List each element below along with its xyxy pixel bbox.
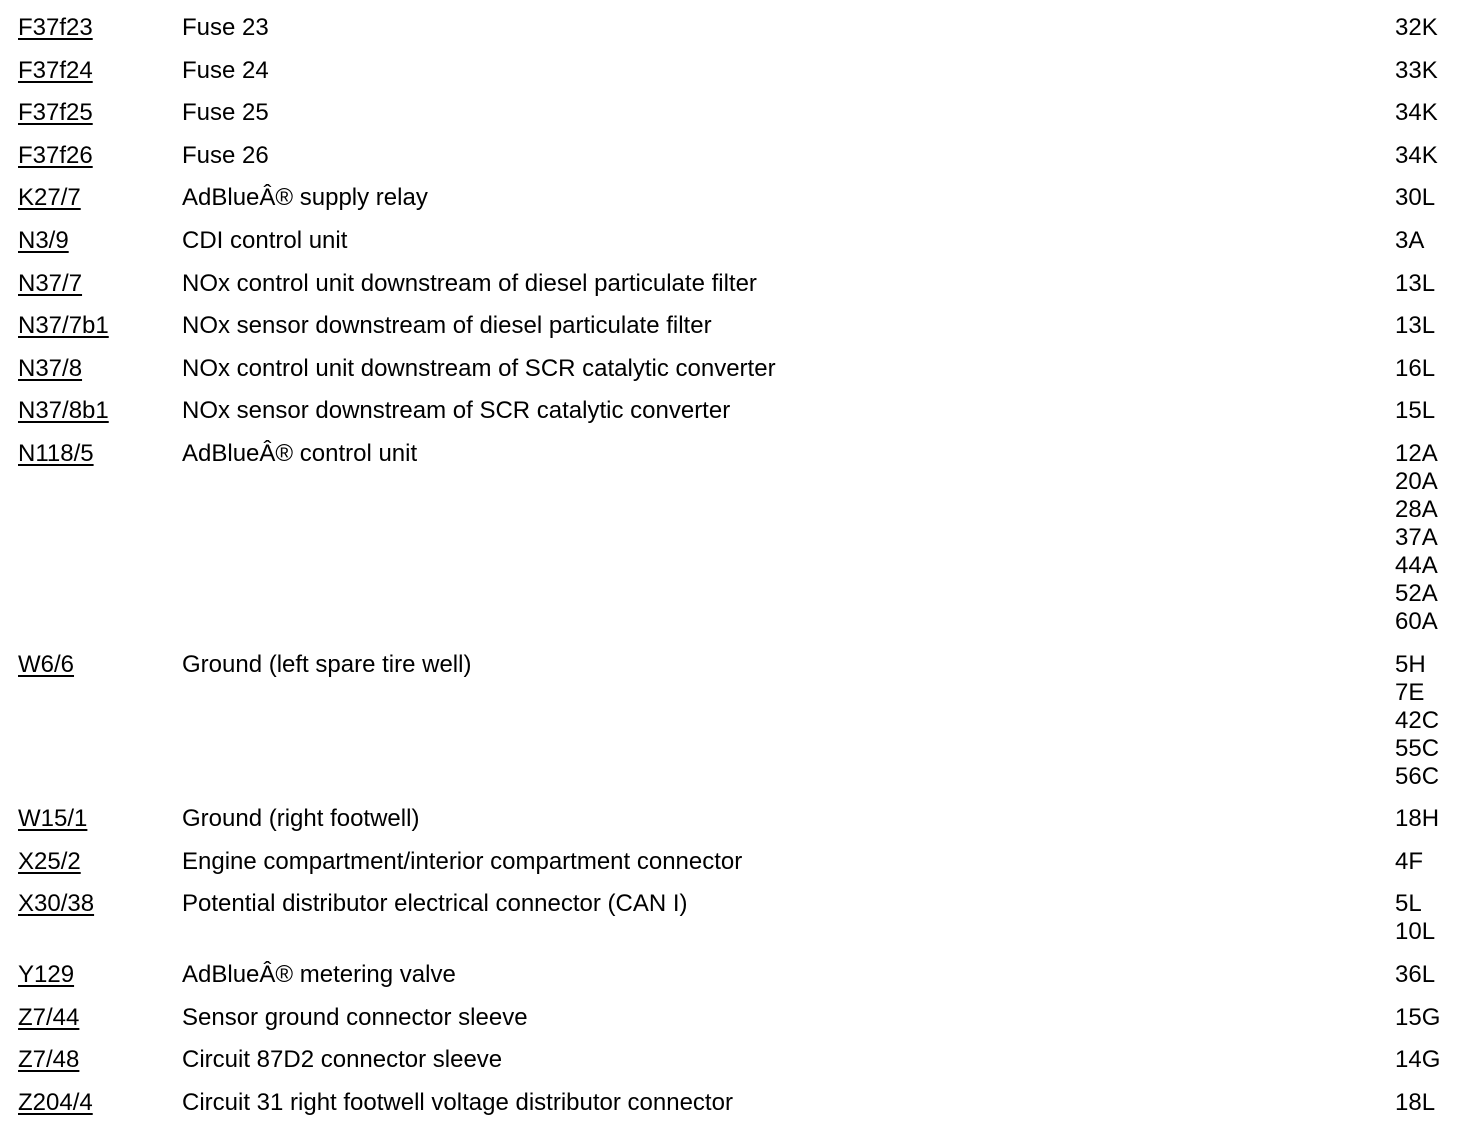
component-code-link[interactable]: N37/7	[18, 269, 83, 297]
grid-location: 15L	[1395, 397, 1436, 425]
component-description: NOx sensor downstream of SCR catalytic converter	[182, 397, 731, 425]
legend-row	[0, 312, 1472, 355]
grid-location: 12A	[1395, 439, 1438, 467]
grid-location: 13L	[1395, 269, 1436, 297]
grid-location-list	[1395, 355, 1472, 383]
grid-location: 60A	[1395, 607, 1438, 635]
grid-location-list	[1395, 805, 1472, 833]
component-description: Engine compartment/interior compartment connector	[182, 847, 743, 875]
component-code-link[interactable]: Y129	[18, 960, 75, 988]
grid-location-list	[1395, 397, 1472, 425]
component-description: Circuit 87D2 connector sleeve	[182, 1046, 503, 1074]
component-code-link[interactable]: N37/7b1	[18, 312, 109, 340]
grid-location: 28A	[1395, 495, 1438, 523]
grid-location-list	[1395, 57, 1472, 85]
component-code-link[interactable]: W15/1	[18, 805, 88, 833]
component-code-link[interactable]: Z204/4	[18, 1088, 93, 1116]
grid-location: 10L	[1395, 918, 1436, 946]
component-description: NOx control unit downstream of SCR catalytic converter	[182, 354, 776, 382]
legend-row	[0, 961, 1472, 1004]
grid-location: 3A	[1395, 226, 1425, 254]
grid-location: 5L	[1395, 890, 1422, 918]
legend-row	[0, 805, 1472, 848]
legend-row	[0, 270, 1472, 313]
grid-location: 33K	[1395, 56, 1438, 84]
component-description: AdBlueÂ® supply relay	[182, 184, 428, 212]
component-code-link[interactable]: X30/38	[18, 890, 95, 918]
component-description: Fuse 24	[182, 56, 269, 84]
grid-location: 14G	[1395, 1046, 1441, 1074]
component-code-link[interactable]: W6/6	[18, 650, 75, 678]
component-code-link[interactable]: Z7/48	[18, 1046, 80, 1074]
component-description: Sensor ground connector sleeve	[182, 1003, 528, 1031]
legend-row	[0, 142, 1472, 185]
grid-location: 44A	[1395, 551, 1438, 579]
legend-row	[0, 99, 1472, 142]
grid-location-list	[1395, 270, 1472, 298]
grid-location-list	[1395, 227, 1472, 255]
grid-location-list	[1395, 1089, 1472, 1117]
grid-location: 56C	[1395, 762, 1440, 790]
component-code-link[interactable]: X25/2	[18, 847, 81, 875]
component-code-link[interactable]: Z7/44	[18, 1003, 80, 1031]
grid-location: 37A	[1395, 523, 1438, 551]
legend-row	[0, 890, 1472, 961]
grid-location-list	[1395, 440, 1472, 636]
grid-location: 5H	[1395, 650, 1426, 678]
grid-location: 34K	[1395, 141, 1438, 169]
grid-location: 52A	[1395, 579, 1438, 607]
component-code-link[interactable]: F37f23	[18, 14, 93, 41]
component-description: NOx sensor downstream of diesel particulate filter	[182, 312, 712, 340]
legend-row	[0, 184, 1472, 227]
component-description: Fuse 26	[182, 141, 269, 169]
component-code-link[interactable]: N37/8b1	[18, 397, 109, 425]
legend-row	[0, 651, 1472, 806]
grid-location: 16L	[1395, 354, 1436, 382]
grid-location: 18L	[1395, 1088, 1436, 1116]
grid-location-list	[1395, 14, 1472, 42]
grid-location-list	[1395, 961, 1472, 989]
legend-row	[0, 848, 1472, 891]
grid-location-list	[1395, 1046, 1472, 1074]
grid-location-list	[1395, 312, 1472, 340]
component-code-link[interactable]: F37f26	[18, 141, 93, 169]
component-code-link[interactable]: F37f25	[18, 99, 93, 127]
component-code-link[interactable]: N3/9	[18, 226, 69, 254]
grid-location-list	[1395, 651, 1472, 791]
component-code-link[interactable]: K27/7	[18, 184, 81, 212]
grid-location-list	[1395, 142, 1472, 170]
grid-location: 4F	[1395, 847, 1424, 875]
component-legend-table	[0, 14, 1472, 1131]
component-description: NOx control unit downstream of diesel particulate filter	[182, 269, 757, 297]
component-description: AdBlueÂ® control unit	[182, 439, 418, 467]
grid-location: 34K	[1395, 99, 1438, 127]
component-description: Potential distributor electrical connector (CAN I)	[182, 890, 688, 918]
legend-row	[0, 397, 1472, 440]
component-description: Ground (left spare tire well)	[182, 650, 472, 678]
component-description: AdBlueÂ® metering valve	[182, 960, 456, 988]
grid-location: 13L	[1395, 312, 1436, 340]
grid-location: 32K	[1395, 14, 1438, 41]
grid-location-list	[1395, 184, 1472, 212]
grid-location-list	[1395, 848, 1472, 876]
grid-location: 20A	[1395, 467, 1438, 495]
component-code-link[interactable]: N118/5	[18, 439, 94, 467]
component-code-link[interactable]: N37/8	[18, 354, 83, 382]
component-description: Circuit 31 right footwell voltage distributor connector	[182, 1088, 733, 1116]
component-description: Fuse 23	[182, 14, 269, 41]
grid-location: 18H	[1395, 805, 1440, 833]
grid-location: 30L	[1395, 184, 1436, 212]
legend-row	[0, 227, 1472, 270]
legend-row	[0, 1046, 1472, 1089]
grid-location-list	[1395, 1004, 1472, 1032]
component-description: CDI control unit	[182, 226, 348, 254]
grid-location: 7E	[1395, 678, 1425, 706]
legend-row	[0, 1004, 1472, 1047]
grid-location: 55C	[1395, 734, 1440, 762]
legend-row	[0, 14, 1472, 57]
component-description: Fuse 25	[182, 99, 269, 127]
grid-location: 15G	[1395, 1003, 1441, 1031]
legend-row	[0, 1089, 1472, 1132]
legend-row	[0, 57, 1472, 100]
grid-location-list	[1395, 890, 1472, 946]
component-code-link[interactable]: F37f24	[18, 56, 93, 84]
grid-location-list	[1395, 99, 1472, 127]
component-description: Ground (right footwell)	[182, 805, 420, 833]
legend-row	[0, 440, 1472, 651]
grid-location: 36L	[1395, 960, 1436, 988]
grid-location: 42C	[1395, 706, 1440, 734]
legend-row	[0, 355, 1472, 398]
